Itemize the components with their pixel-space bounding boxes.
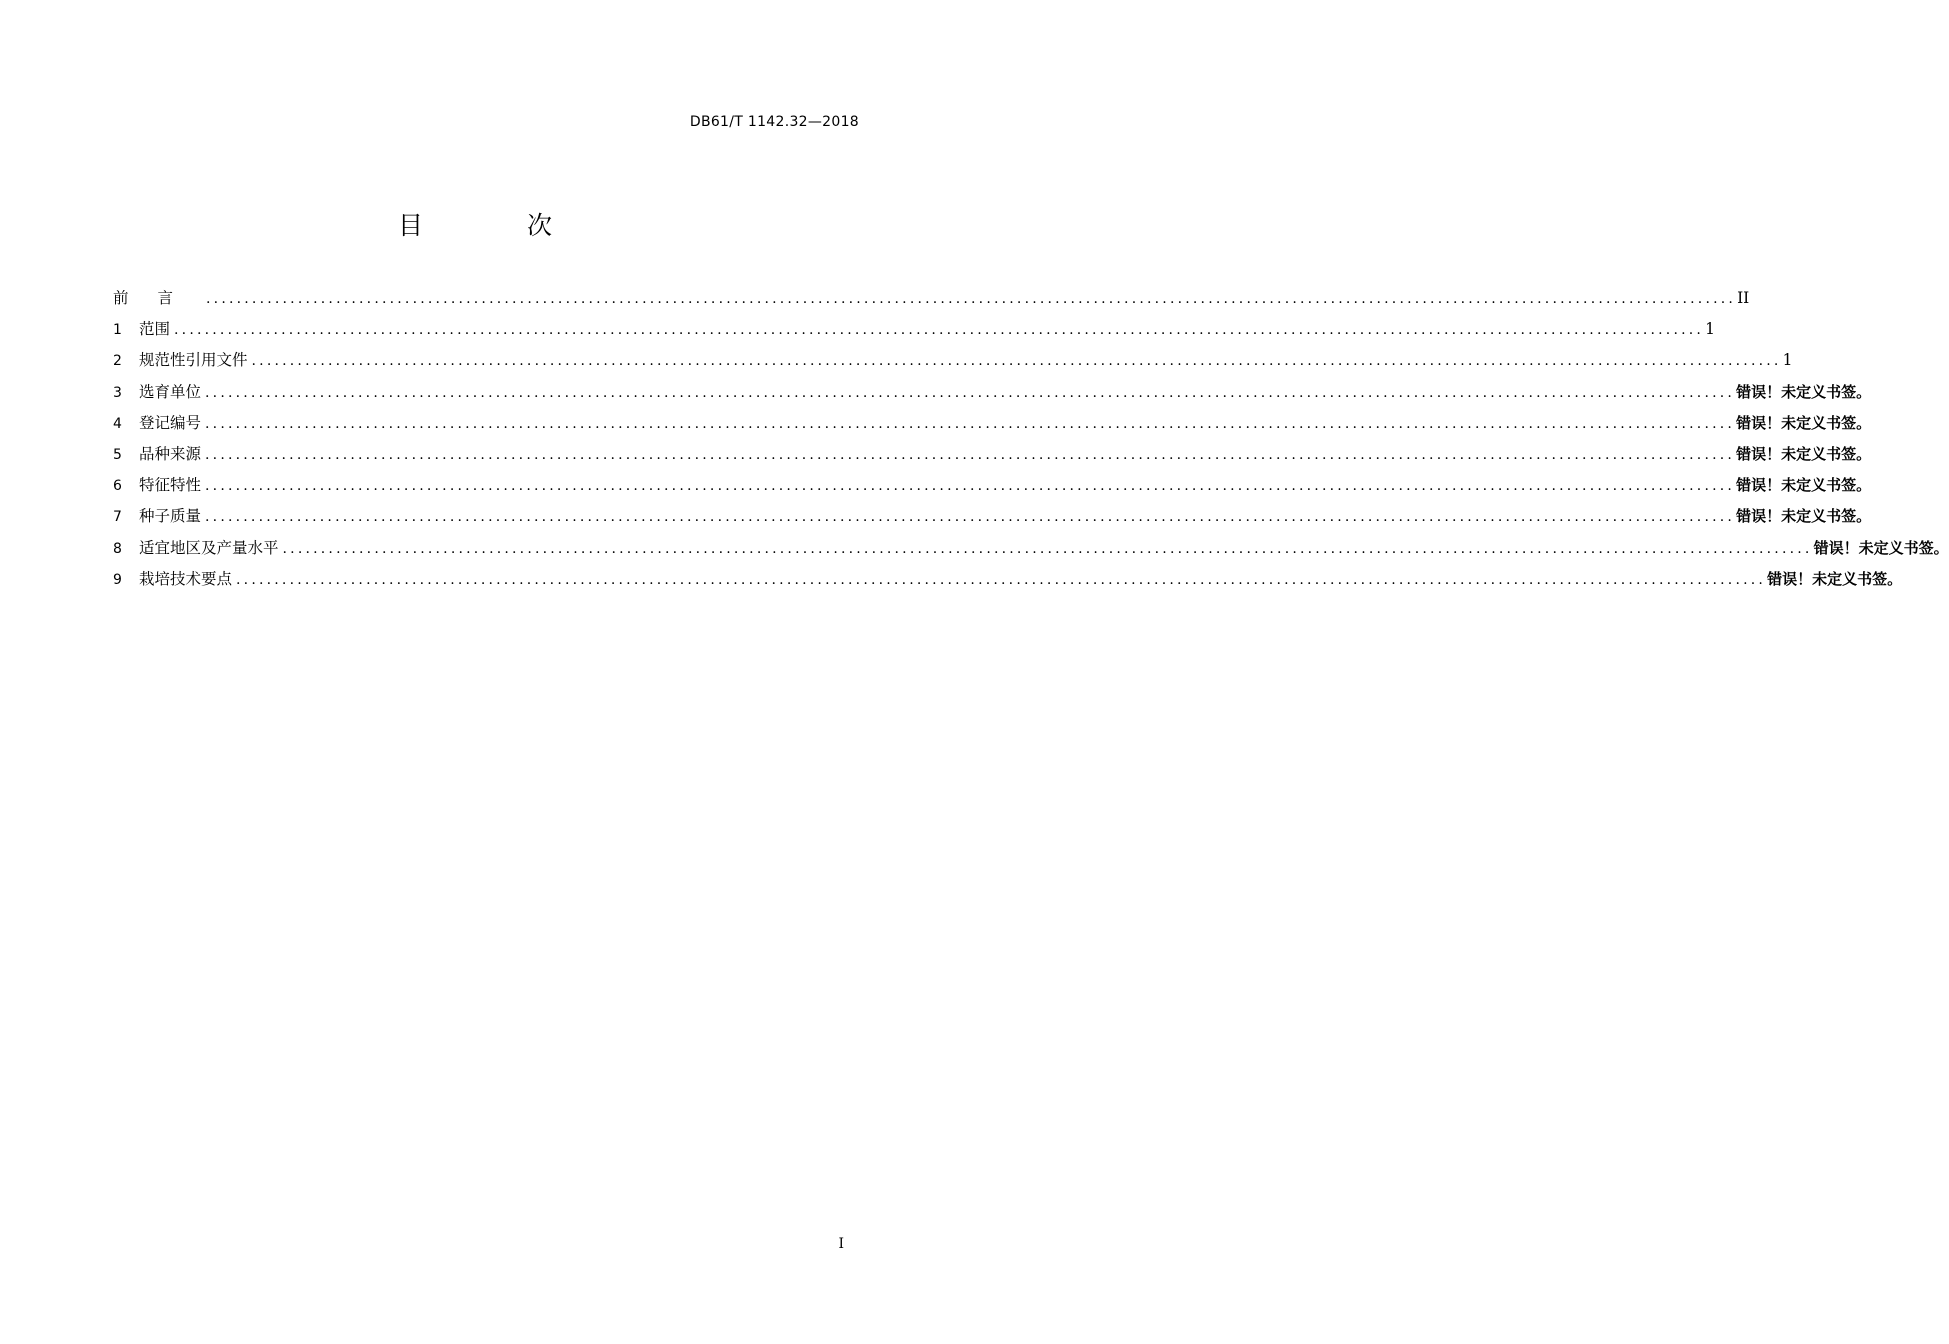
toc-entry-seed-quality[interactable] [113, 504, 1872, 535]
toc-entry-page-error: 错误！未定义书签。 [1813, 538, 1949, 557]
toc-entry-variety-source[interactable] [113, 442, 1872, 473]
toc-entry-foreword[interactable] [113, 286, 1750, 317]
toc-entry-breeding-unit[interactable] [113, 380, 1872, 411]
toc-entry-characteristics[interactable] [113, 473, 1872, 504]
toc-entry-number: 2 [113, 353, 122, 370]
toc-entry-number: 7 [113, 509, 122, 526]
toc-leader-dots: ........................................................................................................................................................................................................ [205, 509, 1736, 526]
toc-entry-page-error: 错误！未定义书签。 [1736, 507, 1872, 526]
toc-entry-page: 1 [1705, 320, 1715, 339]
toc-entry-number: 5 [113, 446, 122, 463]
toc-entry-suitable-regions[interactable] [113, 536, 1949, 567]
toc-leader-dots: ........................................................................................................................................................................................................ [236, 571, 1767, 588]
toc-entry-label: 选育单位 [139, 382, 202, 401]
toc-leader-dots: ........................................................................................................................................................................................................ [282, 540, 1813, 557]
toc-entry-normative-references[interactable] [113, 348, 1793, 379]
toc-entry-cultivation-points[interactable] [113, 567, 1903, 598]
toc-entry-number: 1 [113, 322, 122, 339]
toc-entry-label: 栽培技术要点 [139, 569, 233, 588]
toc-leader-dots: ........................................................................................................................................................................................................ [205, 478, 1736, 495]
toc-entry-label: 适宜地区及产量水平 [139, 538, 279, 557]
toc-entry-page: 1 [1782, 351, 1793, 370]
toc-entry-label: 特征特性 [139, 476, 202, 495]
toc-leader-dots: ........................................................................................................................................................................................................ [205, 415, 1736, 432]
toc-entry-number: 3 [113, 384, 122, 401]
toc-leader-dots: ........................................................................................................................................................................................................ [205, 446, 1736, 463]
toc-entry-number: 9 [113, 571, 122, 588]
toc-leader-dots: ........................................................................................................................................................................................................ [174, 322, 1705, 339]
toc-entry-page-error: 错误！未定义书签。 [1767, 569, 1903, 588]
toc-entry-page-error: 错误！未定义书签。 [1736, 476, 1872, 495]
toc-leader-dots: ........................................................................................................................................................................................................ [251, 353, 1782, 370]
toc-entry-number: 4 [113, 415, 122, 432]
toc-entry-registration-number[interactable] [113, 411, 1872, 442]
page-number: I [838, 1236, 844, 1252]
toc-entry-page-error: 错误！未定义书签。 [1736, 444, 1872, 463]
toc-entry-page-error: 错误！未定义书签。 [1736, 382, 1872, 401]
document-code: DB61/T 1142.32—2018 [689, 114, 859, 130]
toc-entry-label: 登记编号 [139, 413, 202, 432]
toc-entry-page: II [1737, 289, 1750, 307]
toc-entry-label: 规范性引用文件 [139, 351, 248, 370]
toc-entry-number: 6 [113, 478, 122, 495]
toc-entry-scope[interactable] [113, 317, 1715, 348]
toc-entry-label: 品种来源 [139, 444, 202, 463]
toc-entry-number: 8 [113, 540, 122, 557]
toc-entry-label: 前言 [113, 289, 203, 307]
toc-leader-dots: ........................................................................................................................................................................................................ [205, 384, 1736, 401]
toc-entry-label: 种子质量 [139, 507, 202, 526]
toc-entry-label: 范围 [139, 320, 171, 339]
table-of-contents [113, 286, 1949, 598]
toc-leader-dots: ........................................................................................................................................................................................................ [206, 291, 1737, 307]
toc-entry-page-error: 错误！未定义书签。 [1736, 413, 1872, 432]
toc-title: 目 次 [398, 211, 600, 240]
